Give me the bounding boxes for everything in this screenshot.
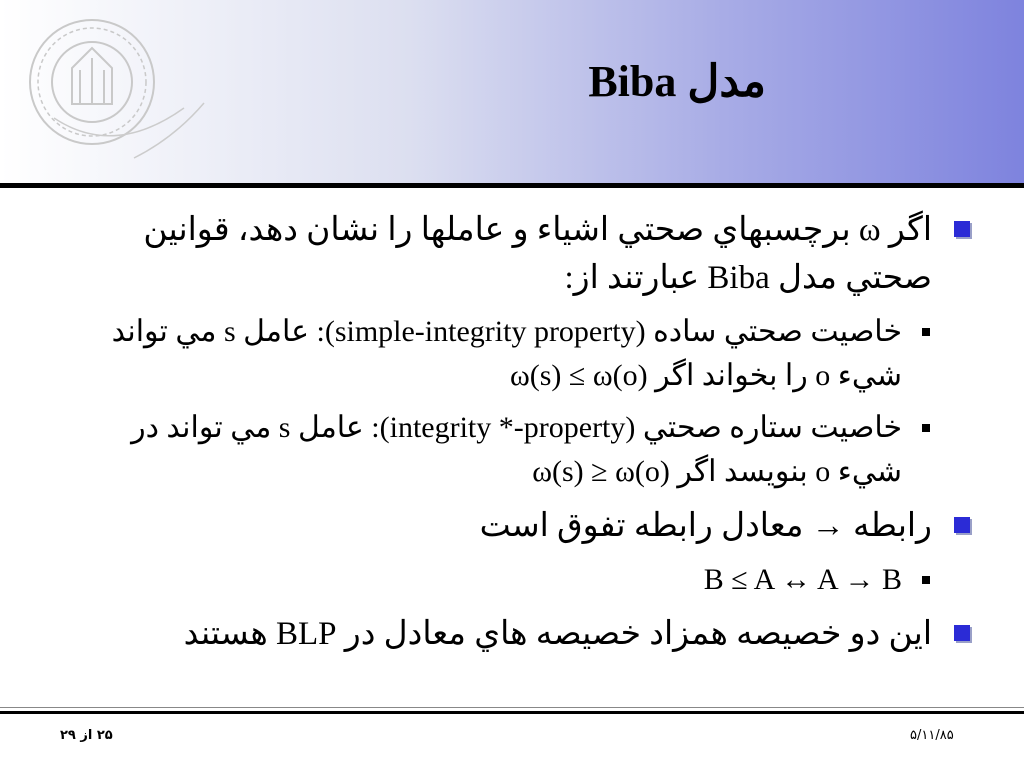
sub-bullet-item [60,406,970,494]
square-bullet-icon [954,221,970,237]
header-divider [0,183,1024,188]
sub-bullet-item [60,310,970,398]
small-square-bullet-icon [922,424,930,432]
bullet-item [60,502,970,550]
slide-title: مدل Biba [588,57,766,106]
bullet-text: رابطه → معادل رابطه تفوق است [479,508,932,544]
sharif-university-seal-icon [14,8,214,178]
bullet-text: اين دو خصيصه همزاد خصيصه هاي معادل در BLP هستند [183,616,932,652]
footer-divider-thin [0,707,1024,708]
bullet-item [60,610,970,658]
sub-bullet-item [60,558,970,602]
relation-formula: B ≤ A ↔ A → B [703,563,902,596]
square-bullet-icon [954,625,970,641]
square-bullet-icon [954,517,970,533]
sub-bullet-text: خاصيت ستاره صحتي (integrity *-property): عامل s مي تواند در شيء o بنويسد اگر ω(s) ≥ ω(o) [131,411,902,488]
bullet-text: اگر ω برچسبهاي صحتي اشياء و عاملها را نشان دهد، قوانين صحتي مدل Biba عبارتند از: [143,212,932,296]
slide-header [0,0,1024,186]
footer-divider [0,711,1024,714]
sub-bullet-text: خاصيت صحتي ساده (simple-integrity property): عامل s مي تواند شيء o را بخواند اگر ω(s) ≤ ω(o) [111,315,902,392]
small-square-bullet-icon [922,576,930,584]
small-square-bullet-icon [922,328,930,336]
page-number: ۲۵ از ۲۹ [60,728,113,743]
bullet-item [60,206,970,302]
slide-date: ۵/۱۱/۸۵ [910,728,954,743]
slide-content [60,206,970,666]
